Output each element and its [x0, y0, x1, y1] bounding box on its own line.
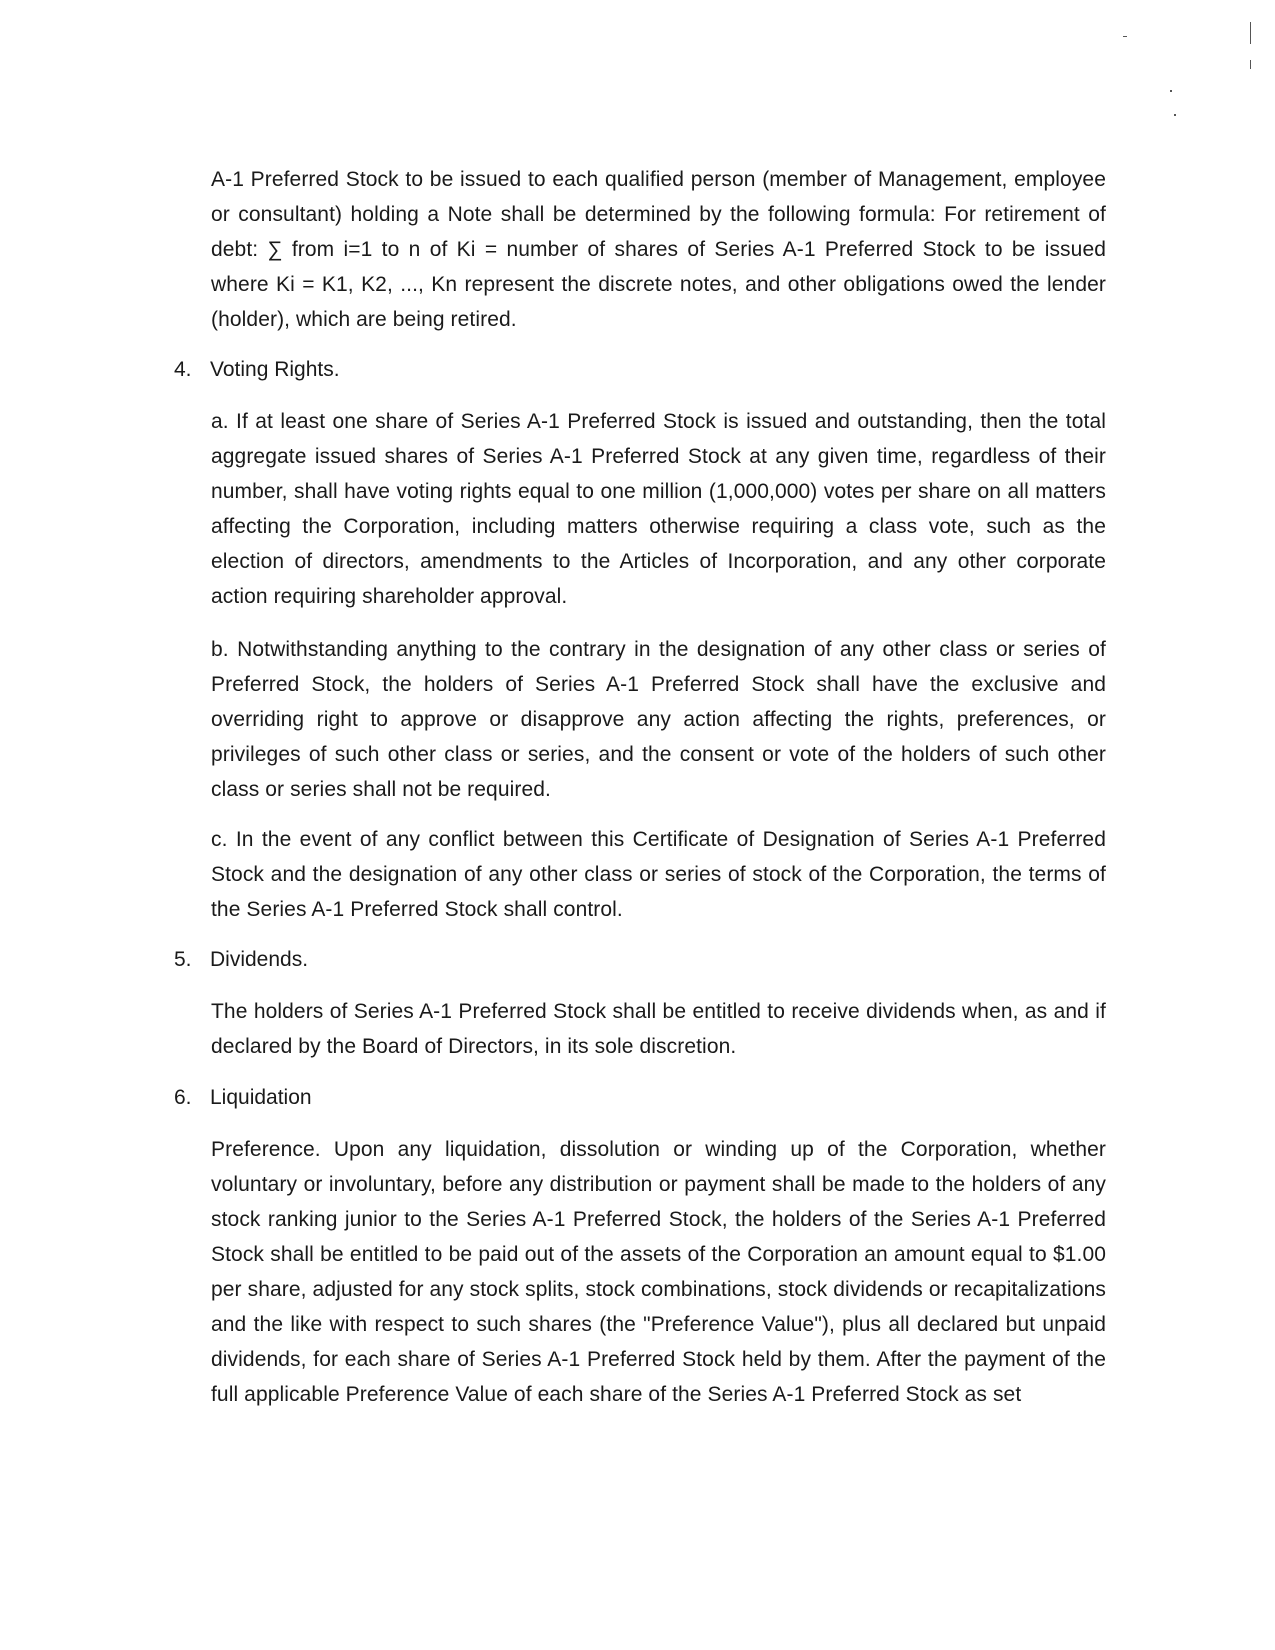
scan-mark [1250, 22, 1251, 44]
liquidation-paragraph: Preference. Upon any liquidation, dissolution or winding up of the Corporation, whether voluntary or involuntary, before any distribution or payment shall be made to the holders of any stock ranking junior to the Series A-1 Preferred Stock, the holders of the Series A-1 Preferred Stock shall be entitled to be paid out of the assets of the Corporation an amount equal to $1.00 per share, adjusted for any stock splits, stock combinations, stock dividends or recapitalizations and the like with respect to such shares (the "Preference Value"), plus all declared but unpaid dividends, for each share of Series A-1 Preferred Stock held by them. After the payment of the full applicable Preference Value of each share of the Series A-1 Preferred Stock as set [211, 1138, 1106, 1406]
voting-rights-paragraph-c: c. In the event of any conflict between this Certificate of Designation of Series A-1 Preferred Stock and the designation of any other class or series of stock of the Corporation, the terms of the Series A-1 Preferred Stock shall control. [211, 828, 1106, 921]
section-title: Liquidation [210, 1086, 312, 1109]
scan-mark [1174, 114, 1176, 116]
voting-rights-paragraph-b: b. Notwithstanding anything to the contrary in the designation of any other class or series of Preferred Stock, the holders of Series A-1 Preferred Stock shall have the exclusive and overriding right to approve or disapprove any action affecting the rights, preferences, or privileges of such other class or series, and the consent or vote of the holders of such other class or series shall not be required. [211, 638, 1106, 801]
intro-paragraph: A-1 Preferred Stock to be issued to each qualified person (member of Management, employee or consultant) holding a Note shall be determined by the following formula: For retirement of debt: ∑ from i=1 to n of Ki = number of shares of Series A-1 Preferred Stock to be issued where Ki = K1, K2, ..., Kn represent the discrete notes, and other obligations owed the lender (holder), which are being retired. [211, 168, 1106, 331]
dividends-paragraph: The holders of Series A-1 Preferred Stock shall be entitled to receive dividends when, as and if declared by the Board of Directors, in its sole discretion. [211, 1000, 1106, 1058]
section-number: 5. [174, 948, 192, 971]
scan-mark [1250, 60, 1251, 69]
voting-rights-paragraph-a: a. If at least one share of Series A-1 Preferred Stock is issued and outstanding, then the total aggregate issued shares of Series A-1 Preferred Stock at any given time, regardless of their number, shall have voting rights equal to one million (1,000,000) votes per share on all matters affecting the Corporation, including matters otherwise requiring a class vote, such as the election of directors, amendments to the Articles of Incorporation, and any other corporate action requiring shareholder approval. [211, 410, 1106, 608]
section-number: 4. [174, 358, 192, 381]
section-title: Voting Rights. [210, 358, 340, 381]
scan-mark [1123, 36, 1127, 37]
section-number: 6. [174, 1086, 192, 1109]
scan-mark [1170, 90, 1172, 92]
section-title: Dividends. [210, 948, 309, 971]
